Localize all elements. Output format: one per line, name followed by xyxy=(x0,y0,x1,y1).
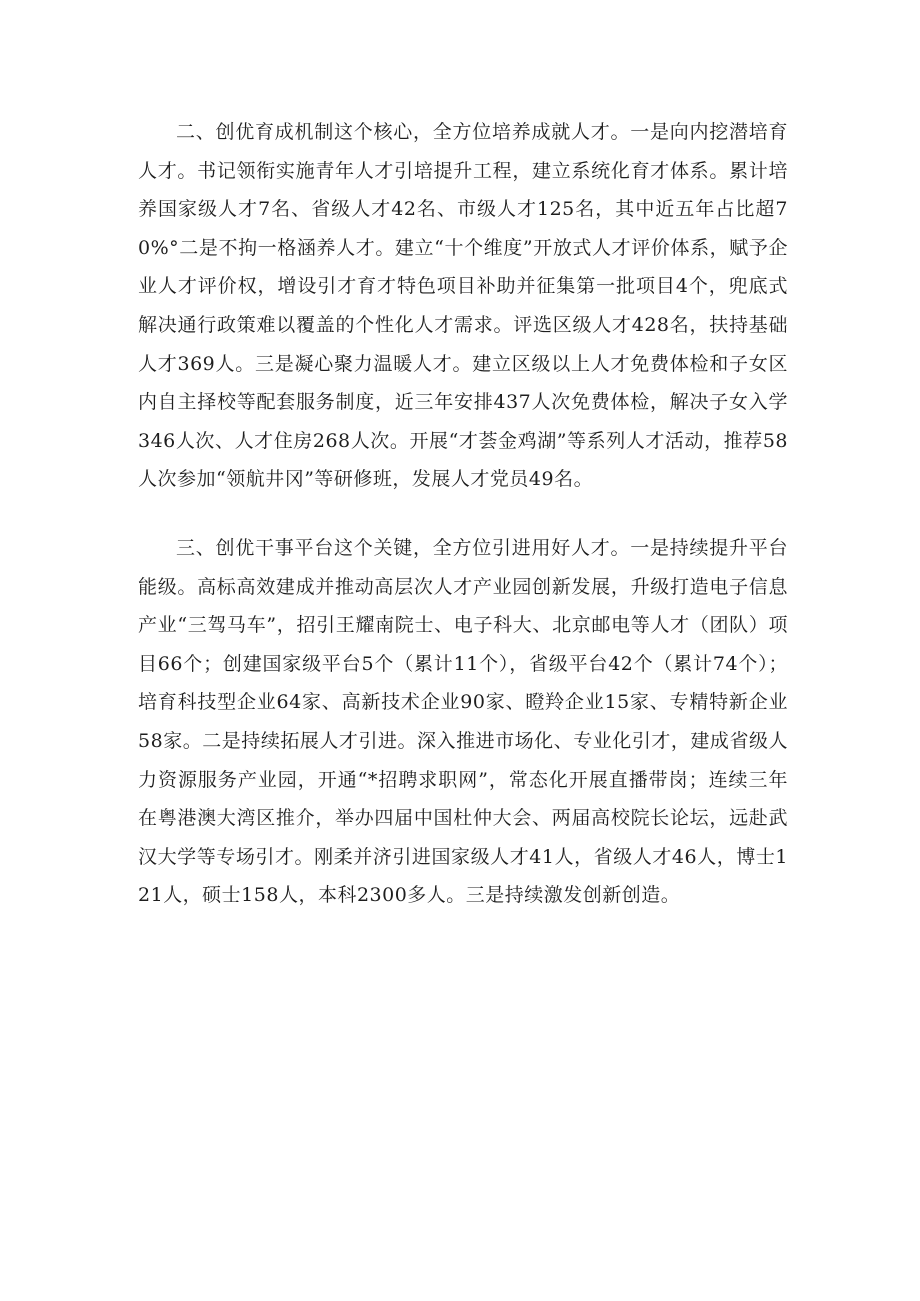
document-body xyxy=(138,113,788,915)
paragraph-talent-cultivation: 二、创优育成机制这个核心，全方位培养成就人才。一是向内挖潜培育人才。书记领衔实施青年人才引培提升工程，建立系统化育才体系。累计培养国家级人才7名、省级人才42名、市级人才125名，其中近五年占比超70%°二是不拘一格涵养人才。建立“十个维度”开放式人才评价体系，赋予企业人才评价权，增设引才育才特色项目补助并征集第一批项目4个，兜底式解决通行政策难以覆盖的个性化人才需求。评选区级人才428名，扶持基础人才369人。三是凝心聚力温暖人才。建立区级以上人才免费体检和子女区内自主择校等配套服务制度，近三年安排437人次免费体检，解决子女入学346人次、人才住房268人次。开展“才荟金鸡湖”等系列人才活动，推荐58人次参加“领航井冈”等研修班，发展人才党员49名。 xyxy=(138,121,788,491)
paragraph-talent-platform: 三、创优干事平台这个关键，全方位引进用好人才。一是持续提升平台能级。高标高效建成并推动高层次人才产业园创新发展，升级打造电子信息产业“三驾马车”，招引王耀南院士、电子科大、北京邮电等人才（团队）项目66个；创建国家级平台5个（累计11个），省级平台42个（累计74个）；培育科技型企业64家、高新技术企业90家、瞪羚企业15家、专精特新企业58家。二是持续拓展人才引进。深入推进市场化、专业化引才，建成省级人力资源服务产业园，开通“*招聘求职网”，常态化开展直播带岗；连续三年在粤港澳大湾区推介，举办四届中国杜仲大会、两届高校院长论坛，远赴武汉大学等专场引才。刚柔并济引进国家级人才41人，省级人才46人，博士121人，硕士158人，本科2300多人。三是持续激发创新创造。 xyxy=(138,536,788,907)
